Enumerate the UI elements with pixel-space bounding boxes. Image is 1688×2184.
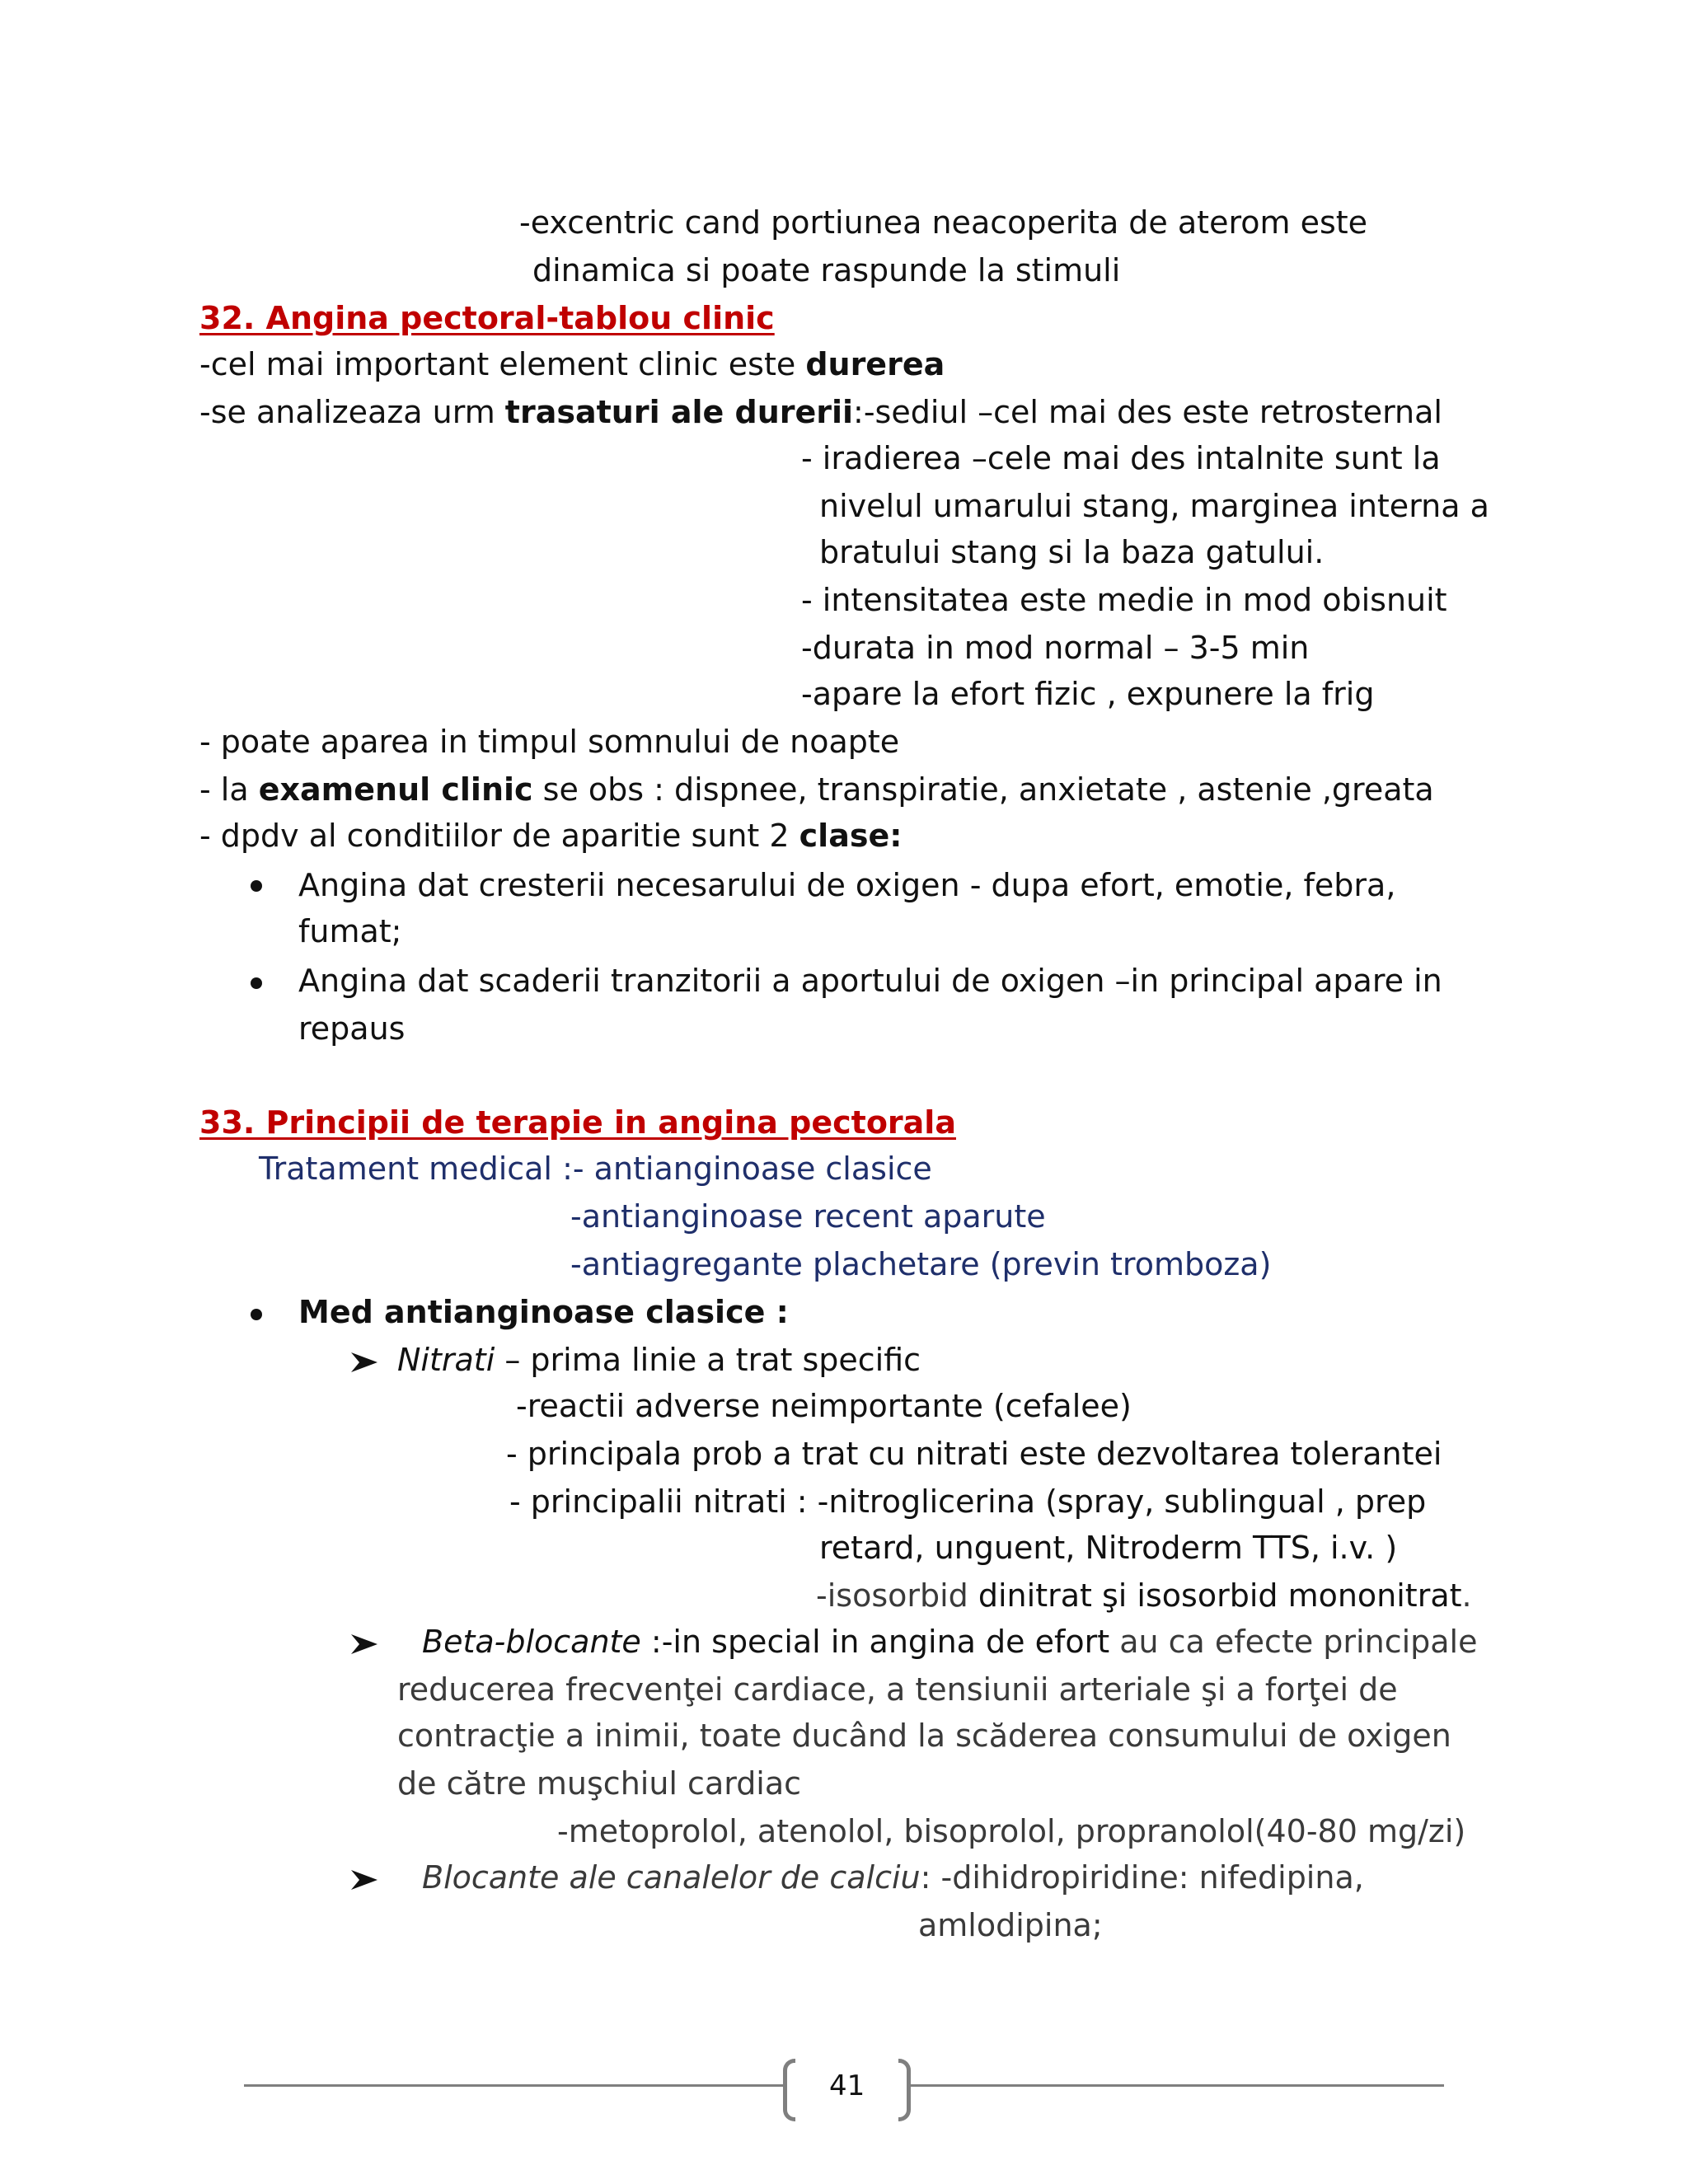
list-item: Med antianginoase clasice : [298,1294,789,1330]
italic-term: Beta-blocante [422,1624,641,1660]
bold-term: clase: [799,818,903,854]
text-line: contracţie a inimii, toate ducând la scăderea consumului de oxigen [397,1718,1451,1754]
list-item-continuation: fumat; [298,913,402,949]
text-run: - dpdv al conditiilor de aparitie sunt 2 [199,818,799,854]
text-line: -apare la efort fizic , expunere la frig [801,676,1375,712]
text-line: - principalii nitrati : -nitroglicerina (spray, sublingual , prep [509,1483,1427,1520]
text-line: -reactii adverse neimportante (cefalee) [516,1388,1132,1424]
text-run: -isosorbid [816,1577,978,1614]
italic-term: Blocante ale canalelor de calciu [422,1859,921,1896]
text-line: -antianginoase recent aparute [570,1198,1046,1235]
text-line [397,1340,921,1380]
text-line [816,1576,1472,1615]
bold-term: durerea [805,346,945,382]
text-run: :-in special in angina de efort [640,1624,1120,1660]
text-line [422,1858,1364,1897]
text-line [199,816,902,855]
text-line [199,770,1434,809]
text-line: de către muşchiul cardiac [397,1765,802,1802]
section-heading-32: 32. Angina pectoral-tablou clinic [199,300,775,336]
text-line [422,1622,1478,1661]
section-heading-33: 33. Principii de terapie in angina pectorala [199,1104,956,1141]
text-run: -cel mai important element clinic este [199,346,806,382]
page-number: 41 [829,2069,865,2102]
text-line: nivelul umarului stang, marginea interna a [819,488,1489,524]
arrow-bullet-icon [349,1350,379,1375]
text-line: -metoprolol, atenolol, bisoprolol, propranolol(40-80 mg/zi) [557,1813,1466,1849]
text-line: - poate aparea in timpul somnului de noapte [199,724,900,760]
text-run: se obs : dispnee, transpiratie, anxietate , astenie ,greata [532,771,1434,808]
text-run: – prima linie a trat specific [495,1342,921,1378]
list-item: Angina dat cresterii necesarului de oxigen - dupa efort, emotie, febra, [298,867,1396,903]
bold-term: examenul clinic [258,771,533,808]
text-run: : -dihidropiridine: nifedipina, [920,1859,1364,1896]
text-line: Tratament medical :- antianginoase clasice [259,1151,932,1187]
bullet-icon [251,1309,262,1320]
text-line: bratului stang si la baza gatului. [819,534,1325,570]
text-run: . [1461,1577,1472,1614]
list-item: Angina dat scaderii tranzitorii a aportului de oxigen –in principal apare in [298,963,1442,999]
text-line [199,344,945,384]
text-line: retard, unguent, Nitroderm TTS, i.v. ) [819,1530,1398,1566]
text-run: au ca efecte principale [1119,1624,1478,1660]
text-line: -antiagregante plachetare (previn tromboza) [570,1246,1272,1282]
text-line: - intensitatea este medie in mod obisnuit [801,582,1447,618]
text-line: - iradierea –cele mai des intalnite sunt la [801,440,1441,476]
list-item-continuation: repaus [298,1010,406,1047]
text-line: reducerea frecvenţei cardiace, a tensiunii arteriale şi a forţei de [397,1671,1398,1708]
bold-term: trasaturi ale durerii [504,394,854,430]
text-line: -excentric cand portiunea neacoperita de aterom este [519,204,1368,241]
text-run: -se analizeaza urm [199,394,505,430]
text-line: dinamica si poate raspunde la stimuli [532,252,1121,288]
footer-rule-right [910,2084,1444,2087]
arrow-bullet-icon [349,1632,379,1657]
bullet-icon [251,977,262,989]
italic-term: Nitrati [397,1342,495,1378]
arrow-bullet-icon [349,1868,379,1892]
footer-rule-left [244,2084,783,2087]
bullet-icon [251,880,262,892]
text-run: - la [199,771,259,808]
text-run: dinitrat şi isosorbid mononitrat [978,1577,1462,1614]
text-line [199,392,1442,432]
text-run: :-sediul –cel mai des este retrosternal [853,394,1442,430]
footer-bracket-left [783,2059,795,2121]
text-line: amlodipina; [918,1907,1103,1943]
text-line: - principala prob a trat cu nitrati este dezvoltarea tolerantei [506,1436,1442,1472]
text-line: -durata in mod normal – 3-5 min [801,630,1310,666]
footer-bracket-right [898,2059,911,2121]
